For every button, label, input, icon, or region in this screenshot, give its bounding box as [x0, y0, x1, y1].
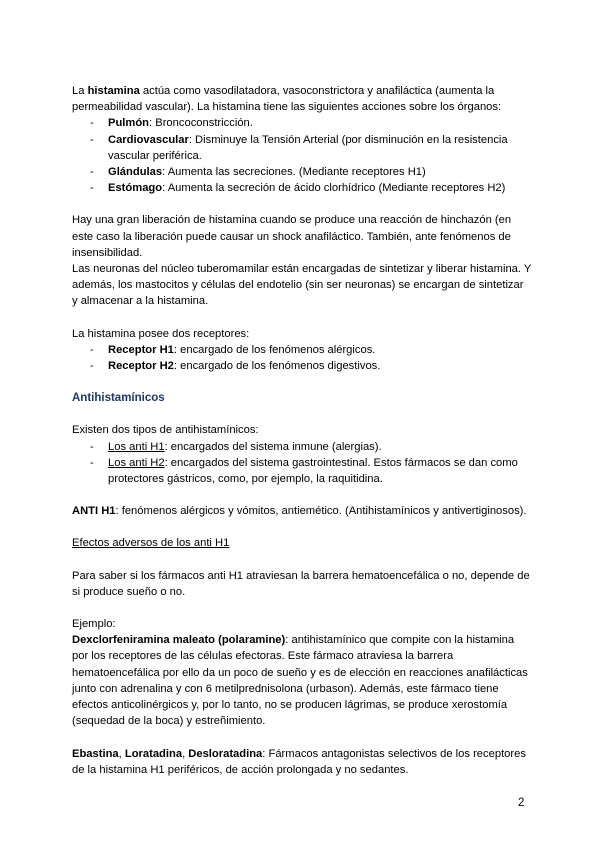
drug-name: Desloratadina	[188, 747, 263, 760]
list-item	[72, 439, 532, 455]
list-item	[72, 358, 532, 374]
anti-h1-text: : fenómenos alérgicos y vómitos, antiemético. (Antihistamínicos y antivertiginosos).	[115, 505, 527, 518]
bhe-paragraph: Para saber si los fármacos anti H1 atraviesan la barrera hematoencefálica o no, depende de si produce sueño o no.	[72, 569, 530, 598]
example-label: Ejemplo:	[72, 618, 116, 631]
document-page	[72, 83, 532, 778]
list-item	[72, 455, 532, 487]
item-text: : encargados del sistema inmune (alergias).	[164, 440, 382, 453]
receptors-list	[72, 342, 532, 374]
intro-lead: La	[72, 85, 88, 97]
item-term: Cardiovascular	[108, 133, 189, 146]
anti-h1-paragraph	[72, 503, 532, 519]
last-paragraph	[72, 746, 532, 778]
list-item	[72, 180, 532, 196]
example-text: : antihistamínico que compite con la histamina por los receptores de las células efectoras. Este fármaco atraviesa la barrera hematoencefálica por ello da un poco de sueño y es de elección en reacciones anafilácticas junto con adrenalina y con 6 metilprednisolona (urbason). Además, este fármaco tiene efectos anticolinérgicos y, por lo tanto, no se producen lágrimas, se produce xerostomía (sequedad de la boca) y estreñimiento.	[72, 634, 528, 728]
item-term: Receptor H1	[108, 343, 174, 356]
item-term: Los anti H1	[108, 440, 165, 453]
receptors-intro: La histamina posee dos receptores:	[72, 327, 250, 340]
effects-subheading: Efectos adversos de los anti H1	[72, 537, 230, 550]
list-item	[72, 115, 532, 131]
organ-actions-list	[72, 115, 532, 196]
release-paragraph: Hay una gran liberación de histamina cuando se produce una reacción de hinchazón (en este caso la liberación puede causar un shock anafiláctico. También, ante fenómenos de insensibilidad.	[72, 214, 512, 259]
item-text: : encargado de los fenómenos digestivos.	[173, 360, 381, 373]
item-term: Receptor H2	[108, 360, 174, 373]
drug-name: Ebastina	[72, 747, 119, 760]
intro-paragraph	[72, 83, 532, 115]
item-text: : Aumenta la secreción de ácido clorhídrico (Mediante receptores H2)	[162, 182, 506, 195]
section-heading: Antihistamínicos	[72, 392, 165, 405]
item-term: Pulmón	[108, 117, 150, 130]
item-text: : encargados del sistema gastrointestinal. Estos fármacos se dan como protectores gástricos, como, por ejemplo, la raquitidina.	[108, 456, 518, 486]
item-text: : Aumenta las secreciones. (Mediante receptores H1)	[162, 166, 426, 179]
item-term: Glándulas	[108, 166, 163, 179]
item-text: : Broncoconstricción.	[149, 117, 253, 130]
item-term: Estómago	[108, 182, 163, 195]
intro-text: actúa como vasodilatadora, vasoconstrictora y anafiláctica (aumenta la permeabilidad vascular). La histamina tiene las siguientes acciones sobre los órganos:	[72, 85, 502, 114]
intro-term: histamina	[87, 85, 140, 97]
item-text: : encargado de los fenómenos alérgicos.	[173, 343, 376, 356]
types-intro: Existen dos tipos de antihistamínicos:	[72, 424, 259, 437]
list-item	[72, 132, 532, 164]
drug-name: Loratadina	[124, 747, 183, 760]
item-text: : Disminuye la Tensión Arterial (por disminución en la resistencia vascular periférica.	[108, 133, 508, 162]
types-list	[72, 439, 532, 488]
page-number: 2	[518, 797, 525, 809]
separator: ,	[118, 747, 125, 760]
last-text: : Fármacos antagonistas selectivos de los receptores de la histamina H1 periféricos, de acción prolongada y no sedantes.	[72, 747, 526, 776]
separator: ,	[182, 747, 189, 760]
example-paragraph	[72, 632, 532, 729]
example-term: Dexclorfeniramina maleato (polaramine)	[72, 634, 286, 647]
item-term: Los anti H2	[108, 456, 165, 469]
neurons-paragraph: Las neuronas del núcleo tuberomamilar están encargadas de sintetizar y liberar histamina. Y además, los mastocitos y células del endotelio (sin ser neuronas) se encargan de sintetizar y almacenar a la histamina.	[72, 263, 532, 308]
list-item	[72, 164, 532, 180]
list-item	[72, 342, 532, 358]
anti-h1-term: ANTI H1	[72, 505, 116, 518]
